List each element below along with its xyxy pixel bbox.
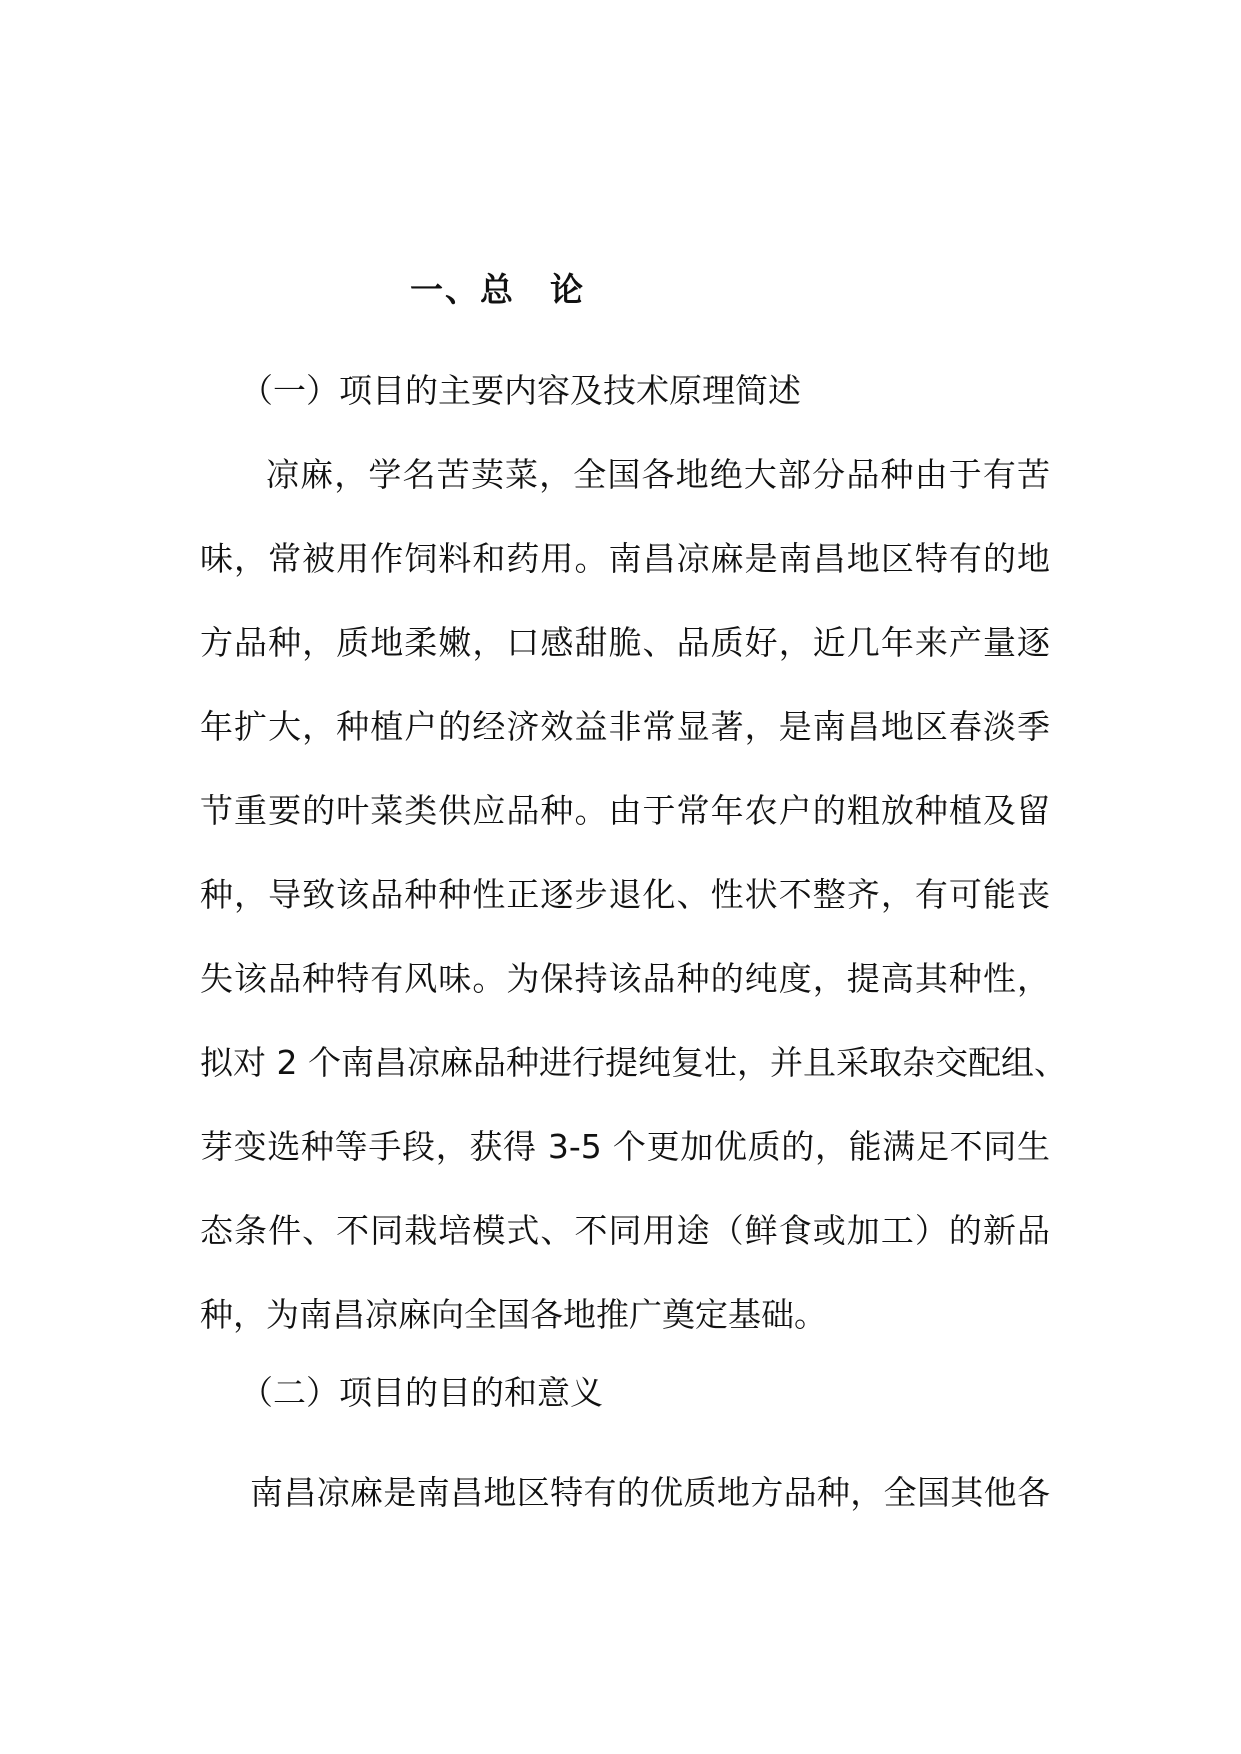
paragraph-line: 态条件、不同栽培模式、不同用途（鲜食或加工）的新品 xyxy=(200,1211,1050,1250)
paragraph-line: 种，导致该品种种性正逐步退化、性状不整齐，有可能丧 xyxy=(200,875,1050,914)
paragraph-line: 节重要的叶菜类供应品种。由于常年农户的粗放种植及留 xyxy=(200,791,1050,830)
paragraph-line: 南昌凉麻是南昌地区特有的优质地方品种，全国其他各 xyxy=(250,1473,1050,1512)
paragraph-line: 种，为南昌凉麻向全国各地推广奠定基础。 xyxy=(200,1295,827,1334)
chapter-title: 一、总 论 xyxy=(410,270,585,309)
section-1-paragraph xyxy=(200,433,1067,1357)
paragraph-line: 味，常被用作饲料和药用。南昌凉麻是南昌地区特有的地 xyxy=(200,539,1050,578)
section-heading-1: （一）项目的主要内容及技术原理简述 xyxy=(240,371,801,410)
paragraph-line: 年扩大，种植户的经济效益非常显著，是南昌地区春淡季 xyxy=(200,707,1050,746)
paragraph-line: 方品种，质地柔嫩，口感甜脆、品质好，近几年来产量逐 xyxy=(200,623,1050,662)
paragraph-line: 拟对 2 个南昌凉麻品种进行提纯复壮，并且采取杂交配组、 xyxy=(200,1043,1067,1082)
section-heading-2: （二）项目的目的和意义 xyxy=(240,1373,603,1412)
paragraph-line: 芽变选种等手段，获得 3-5 个更加优质的，能满足不同生 xyxy=(200,1127,1050,1166)
paragraph-line: 凉麻，学名苦荬菜，全国各地绝大部分品种由于有苦 xyxy=(266,455,1050,494)
section-2-paragraph xyxy=(200,1451,1050,1535)
paragraph-line: 失该品种特有风味。为保持该品种的纯度，提高其种性， xyxy=(200,959,1050,998)
